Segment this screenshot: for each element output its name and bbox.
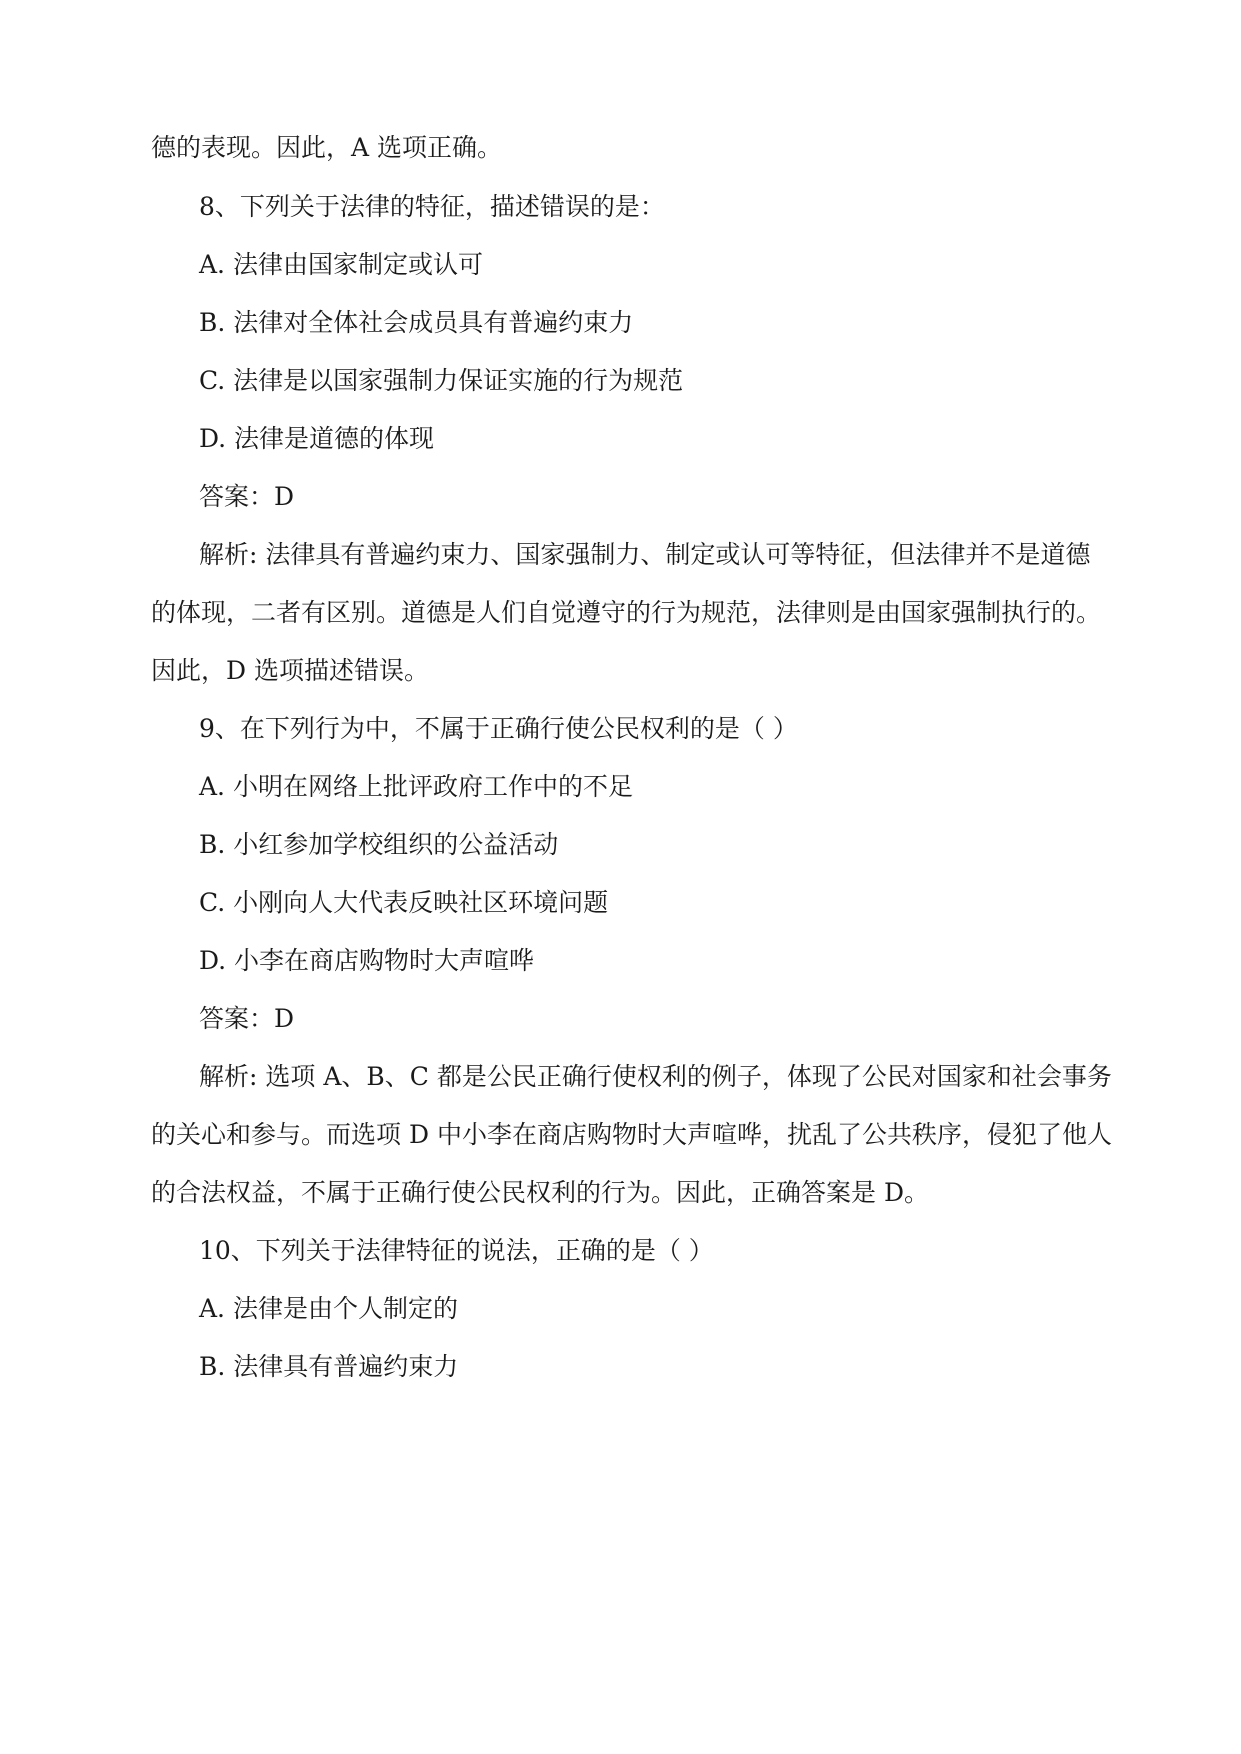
question-8-analysis-line: 的体现，二者有区别。道德是人们自觉遵守的行为规范，法律则是由国家强制执行的。 xyxy=(151,598,1102,627)
previous-analysis-tail: 德的表现。因此，A 选项正确。 xyxy=(151,133,503,162)
question-8-analysis-line: 因此，D 选项描述错误。 xyxy=(151,656,429,685)
question-10-option-b: B. 法律具有普遍约束力 xyxy=(199,1352,459,1381)
question-10-stem: 10、下列关于法律特征的说法，正确的是（ ） xyxy=(199,1236,714,1265)
question-8-stem: 8、下列关于法律的特征，描述错误的是： xyxy=(199,192,665,221)
question-9-option-c: C. 小刚向人大代表反映社区环境问题 xyxy=(199,888,609,917)
question-9-analysis-line: 解析: 选项 A、B、C 都是公民正确行使权利的例子，体现了公民对国家和社会事务 xyxy=(199,1062,1112,1091)
question-9-stem: 9、在下列行为中，不属于正确行使公民权利的是（ ） xyxy=(199,714,798,743)
question-9-option-a: A. 小明在网络上批评政府工作中的不足 xyxy=(199,772,633,801)
question-9-analysis-line: 的关心和参与。而选项 D 中小李在商店购物时大声喧哗，扰乱了公共秩序，侵犯了他人 xyxy=(151,1120,1112,1149)
question-8-option-a: A. 法律由国家制定或认可 xyxy=(199,250,483,279)
question-8-answer: 答案：D xyxy=(199,482,295,511)
question-8-option-b: B. 法律对全体社会成员具有普遍约束力 xyxy=(199,308,634,337)
question-10-option-a: A. 法律是由个人制定的 xyxy=(199,1294,458,1323)
question-8-option-d: D. 法律是道德的体现 xyxy=(199,424,435,453)
question-9-option-b: B. 小红参加学校组织的公益活动 xyxy=(199,830,559,859)
question-9-answer: 答案：D xyxy=(199,1004,295,1033)
question-9-option-d: D. 小李在商店购物时大声喧哗 xyxy=(199,946,535,975)
question-8-option-c: C. 法律是以国家强制力保证实施的行为规范 xyxy=(199,366,684,395)
question-9-analysis-line: 的合法权益，不属于正确行使公民权利的行为。因此，正确答案是 D。 xyxy=(151,1178,929,1207)
question-8-analysis-line: 解析: 法律具有普遍约束力、国家强制力、制定或认可等特征，但法律并不是道德 xyxy=(199,540,1091,569)
